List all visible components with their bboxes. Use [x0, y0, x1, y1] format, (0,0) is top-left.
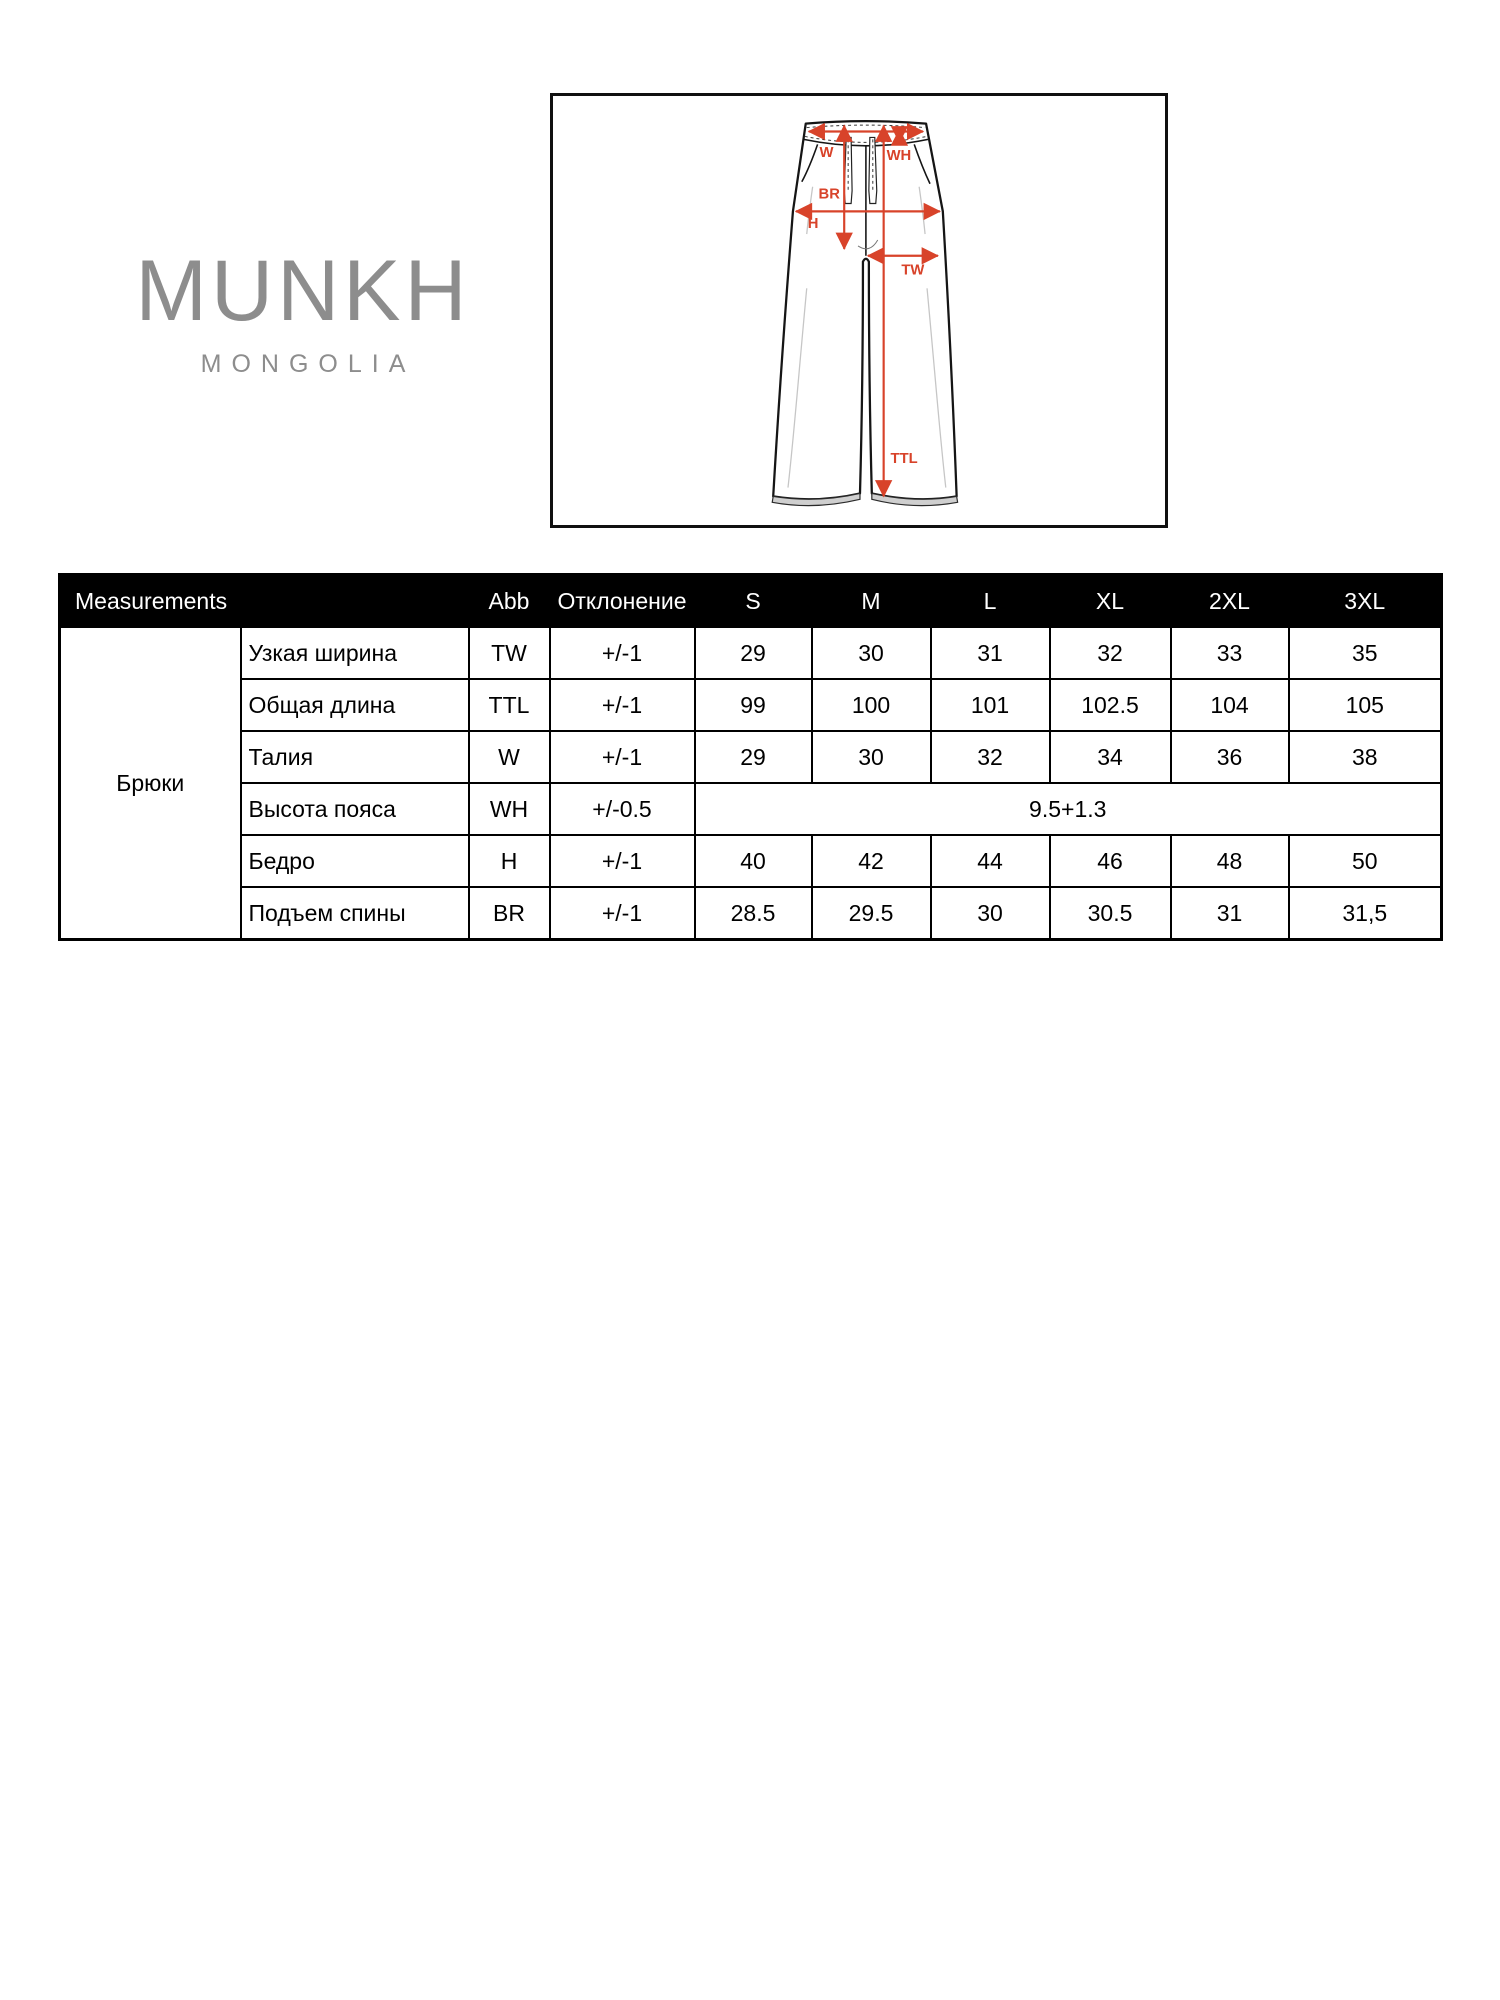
header-deviation: Отклонение [550, 575, 695, 628]
value-cell: 36 [1171, 731, 1289, 783]
merged-value-cell: 9.5+1.3 [695, 783, 1442, 835]
header-size-s: S [695, 575, 812, 628]
row-abb: WH [469, 783, 550, 835]
value-cell: 101 [931, 679, 1050, 731]
header-size-2xl: 2XL [1171, 575, 1289, 628]
value-cell: 29 [695, 731, 812, 783]
row-deviation: +/-1 [550, 731, 695, 783]
value-cell: 30 [812, 627, 931, 679]
pants-technical-drawing [553, 96, 1165, 525]
row-deviation: +/-1 [550, 627, 695, 679]
table-row [60, 835, 1442, 887]
value-cell: 32 [931, 731, 1050, 783]
value-cell: 48 [1171, 835, 1289, 887]
value-cell: 30 [812, 731, 931, 783]
value-cell: 44 [931, 835, 1050, 887]
value-cell: 102.5 [1050, 679, 1171, 731]
value-cell: 33 [1171, 627, 1289, 679]
row-abb: W [469, 731, 550, 783]
brand-logo [133, 243, 473, 379]
wh-label: WH [886, 148, 912, 165]
header-abb: Abb [469, 575, 550, 628]
row-name: Бедро [241, 835, 469, 887]
header-size-l: L [931, 575, 1050, 628]
row-abb: TW [469, 627, 550, 679]
row-name: Талия [241, 731, 469, 783]
brand-name: MUNKH [135, 243, 471, 339]
table-row [60, 783, 1442, 835]
w-label: W [819, 145, 834, 162]
value-cell: 38 [1289, 731, 1442, 783]
br-label: BR [818, 186, 840, 203]
value-cell: 42 [812, 835, 931, 887]
value-cell: 35 [1289, 627, 1442, 679]
row-name: Подъем спины [241, 887, 469, 940]
row-abb: H [469, 835, 550, 887]
table-row [60, 731, 1442, 783]
row-name: Высота пояса [241, 783, 469, 835]
header-measurements: Measurements [60, 575, 469, 628]
table-row [60, 627, 1442, 679]
row-name: Узкая ширина [241, 627, 469, 679]
value-cell: 28.5 [695, 887, 812, 940]
value-cell: 32 [1050, 627, 1171, 679]
value-cell: 29 [695, 627, 812, 679]
row-abb: BR [469, 887, 550, 940]
value-cell: 40 [695, 835, 812, 887]
ttl-label: TTL [890, 450, 918, 467]
value-cell: 31 [931, 627, 1050, 679]
value-cell: 99 [695, 679, 812, 731]
header-row [60, 575, 1442, 628]
row-deviation: +/-1 [550, 679, 695, 731]
value-cell: 104 [1171, 679, 1289, 731]
table-row [60, 887, 1442, 940]
header-size-3xl: 3XL [1289, 575, 1442, 628]
table-row [60, 679, 1442, 731]
value-cell: 46 [1050, 835, 1171, 887]
value-cell: 29.5 [812, 887, 931, 940]
value-cell: 31 [1171, 887, 1289, 940]
h-label: H [807, 216, 819, 233]
value-cell: 50 [1289, 835, 1442, 887]
value-cell: 31,5 [1289, 887, 1442, 940]
value-cell: 34 [1050, 731, 1171, 783]
value-cell: 105 [1289, 679, 1442, 731]
value-cell: 30 [931, 887, 1050, 940]
value-cell: 30.5 [1050, 887, 1171, 940]
row-deviation: +/-1 [550, 887, 695, 940]
measurements-table [58, 573, 1443, 941]
pants-diagram-box [550, 93, 1168, 528]
row-deviation: +/-0.5 [550, 783, 695, 835]
row-abb: TTL [469, 679, 550, 731]
brand-subtitle: MONGOLIA [200, 350, 416, 378]
group-label: Брюки [60, 627, 241, 940]
row-name: Общая длина [241, 679, 469, 731]
value-cell: 100 [812, 679, 931, 731]
tw-label: TW [901, 262, 925, 279]
header-size-xl: XL [1050, 575, 1171, 628]
row-deviation: +/-1 [550, 835, 695, 887]
header-size-m: M [812, 575, 931, 628]
